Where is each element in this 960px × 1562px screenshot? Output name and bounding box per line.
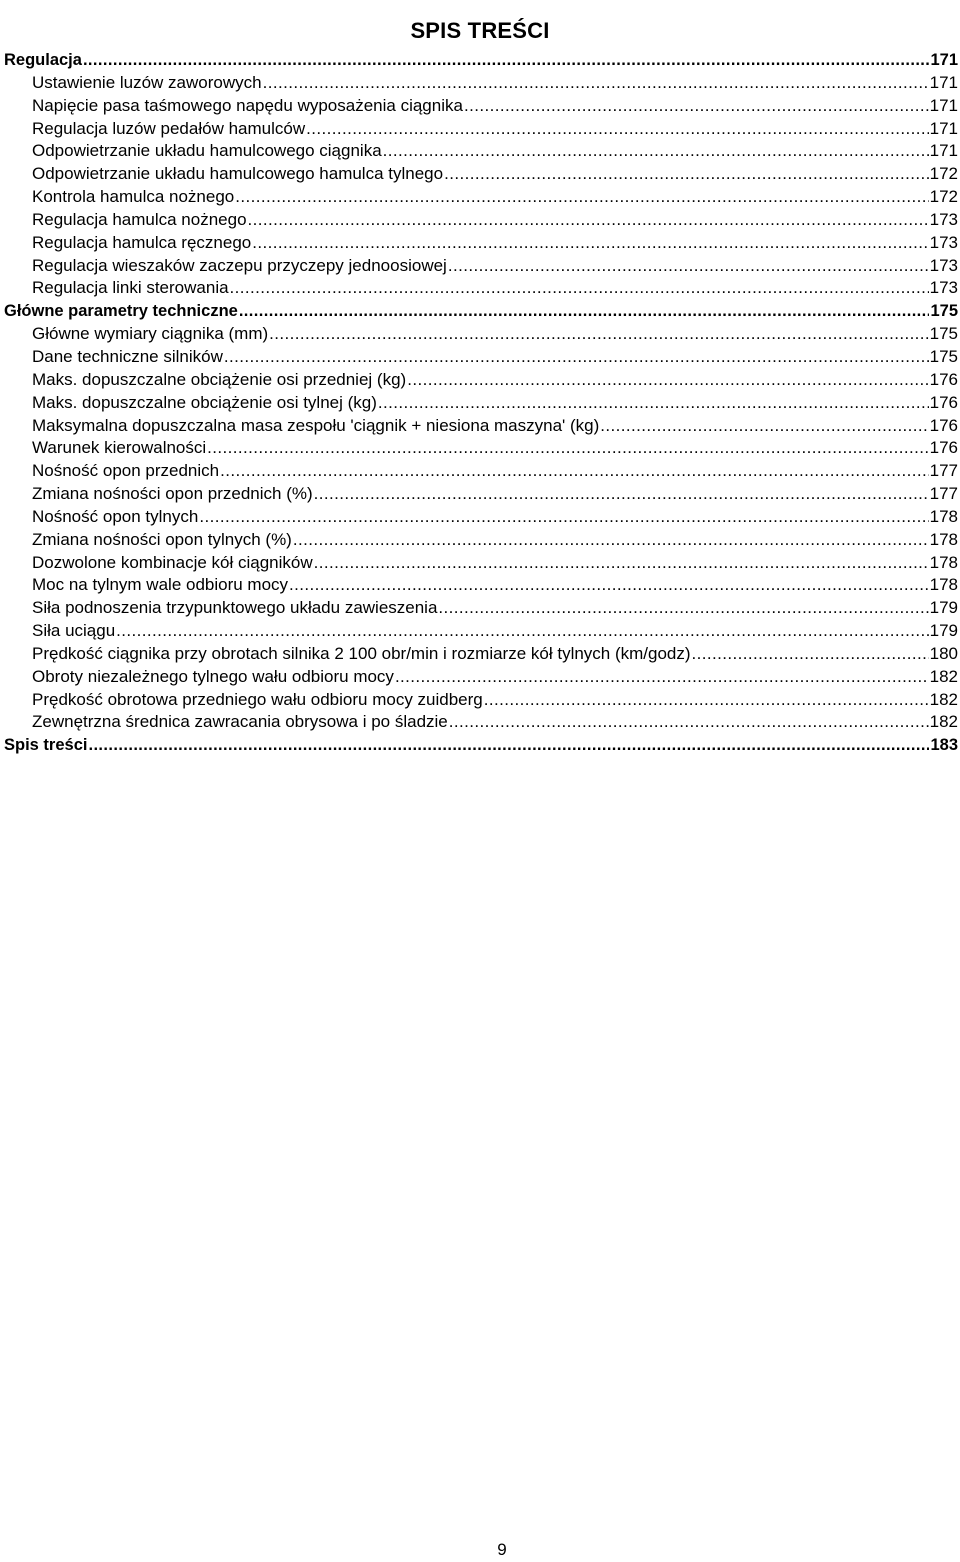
toc-subsection-entry[interactable] bbox=[4, 529, 958, 552]
toc-entry-page-number: 176 bbox=[929, 392, 958, 412]
toc-entry-page-number: 175 bbox=[930, 302, 958, 321]
toc-dot-leader bbox=[235, 186, 928, 208]
toc-entry-page-number: 173 bbox=[929, 278, 958, 298]
toc-subsection-entry[interactable] bbox=[4, 95, 958, 118]
toc-entry-page-number: 182 bbox=[929, 712, 958, 732]
toc-subsection-entry[interactable] bbox=[4, 72, 958, 95]
toc-subsection-entry[interactable] bbox=[4, 415, 958, 438]
toc-dot-leader bbox=[252, 232, 928, 254]
toc-entry-title: Dozwolone kombinacje kół ciągników bbox=[32, 552, 313, 572]
toc-subsection-entry[interactable] bbox=[4, 346, 958, 369]
toc-entry-title: Prędkość obrotowa przedniego wału odbioru mocy zuidberg bbox=[32, 689, 483, 709]
toc-dot-leader bbox=[248, 209, 929, 231]
toc-dot-leader bbox=[438, 597, 928, 619]
toc-entry-page-number: 171 bbox=[929, 141, 958, 161]
toc-subsection-entry[interactable] bbox=[4, 460, 958, 483]
toc-dot-leader bbox=[239, 300, 930, 322]
toc-entry-title: Odpowietrzanie układu hamulcowego hamulca tylnego bbox=[32, 164, 444, 184]
toc-entry-page-number: 171 bbox=[929, 95, 958, 115]
toc-dot-leader bbox=[230, 277, 929, 299]
toc-entry-page-number: 182 bbox=[929, 666, 958, 686]
toc-entry-title: Regulacja bbox=[4, 51, 82, 69]
toc-subsection-entry[interactable] bbox=[4, 209, 958, 232]
toc-section-entry[interactable] bbox=[4, 49, 958, 72]
toc-dot-leader bbox=[314, 483, 929, 505]
toc-subsection-entry[interactable] bbox=[4, 597, 958, 620]
toc-entry-title: Obroty niezależnego tylnego wału odbioru mocy bbox=[32, 666, 394, 686]
toc-entry-page-number: 178 bbox=[929, 506, 958, 526]
page-title: SPIS TREŚCI bbox=[410, 17, 550, 43]
table-of-contents bbox=[4, 49, 958, 757]
toc-entry-page-number: 178 bbox=[929, 529, 958, 549]
toc-dot-leader bbox=[289, 574, 929, 596]
toc-entry-page-number: 177 bbox=[929, 484, 958, 504]
toc-dot-leader bbox=[83, 49, 930, 71]
toc-entry-page-number: 172 bbox=[929, 164, 958, 184]
toc-dot-leader bbox=[395, 666, 929, 688]
toc-entry-title: Siła podnoszenia trzypunktowego układu zawieszenia bbox=[32, 598, 438, 618]
toc-entry-page-number: 179 bbox=[929, 621, 958, 641]
toc-section-entry[interactable] bbox=[4, 300, 958, 323]
toc-dot-leader bbox=[207, 437, 928, 459]
toc-entry-title: Maks. dopuszczalne obciążenie osi przedniej (kg) bbox=[32, 369, 407, 389]
toc-entry-title: Maksymalna dopuszczalna masa zespołu 'ciągnik + niesiona maszyna' (kg) bbox=[32, 415, 600, 435]
toc-dot-leader bbox=[220, 460, 929, 482]
toc-entry-page-number: 175 bbox=[929, 346, 958, 366]
toc-entry-page-number: 176 bbox=[929, 415, 958, 435]
toc-entry-page-number: 178 bbox=[929, 575, 958, 595]
toc-entry-title: Moc na tylnym wale odbioru mocy bbox=[32, 575, 289, 595]
toc-subsection-entry[interactable] bbox=[4, 118, 958, 141]
toc-subsection-entry[interactable] bbox=[4, 552, 958, 575]
toc-entry-title: Regulacja hamulca ręcznego bbox=[32, 232, 252, 252]
toc-dot-leader bbox=[306, 118, 929, 140]
toc-subsection-entry[interactable] bbox=[4, 163, 958, 186]
toc-entry-title: Zmiana nośności opon przednich (%) bbox=[32, 484, 313, 504]
toc-dot-leader bbox=[383, 140, 929, 162]
toc-subsection-entry[interactable] bbox=[4, 483, 958, 506]
toc-dot-leader bbox=[449, 711, 929, 733]
toc-entry-title: Główne parametry techniczne bbox=[4, 302, 238, 321]
toc-dot-leader bbox=[269, 323, 928, 345]
toc-entry-page-number: 180 bbox=[929, 643, 958, 663]
toc-dot-leader bbox=[199, 506, 928, 528]
toc-dot-leader bbox=[692, 643, 929, 665]
toc-entry-page-number: 175 bbox=[929, 324, 958, 344]
toc-subsection-entry[interactable] bbox=[4, 255, 958, 278]
toc-entry-page-number: 179 bbox=[929, 598, 958, 618]
toc-subsection-entry[interactable] bbox=[4, 437, 958, 460]
toc-entry-title: Regulacja luzów pedałów hamulców bbox=[32, 118, 306, 138]
toc-entry-title: Maks. dopuszczalne obciążenie osi tylnej (kg) bbox=[32, 392, 377, 412]
toc-subsection-entry[interactable] bbox=[4, 369, 958, 392]
toc-dot-leader bbox=[464, 95, 929, 117]
toc-dot-leader bbox=[293, 529, 929, 551]
toc-dot-leader bbox=[444, 163, 929, 185]
toc-entry-page-number: 173 bbox=[929, 209, 958, 229]
toc-entry-page-number: 173 bbox=[929, 255, 958, 275]
toc-subsection-entry[interactable] bbox=[4, 186, 958, 209]
page-number: 9 bbox=[497, 1540, 507, 1559]
toc-entry-title: Ustawienie luzów zaworowych bbox=[32, 72, 262, 92]
toc-entry-title: Prędkość ciągnika przy obrotach silnika 2 100 obr/min i rozmiarze kół tylnych (km/godz) bbox=[32, 643, 691, 663]
toc-subsection-entry[interactable] bbox=[4, 620, 958, 643]
toc-entry-title: Spis treści bbox=[4, 736, 88, 755]
toc-subsection-entry[interactable] bbox=[4, 323, 958, 346]
toc-entry-title: Kontrola hamulca nożnego bbox=[32, 187, 235, 207]
toc-entry-title: Napięcie pasa taśmowego napędu wyposażenia ciągnika bbox=[32, 95, 463, 115]
toc-subsection-entry[interactable] bbox=[4, 392, 958, 415]
toc-subsection-entry[interactable] bbox=[4, 506, 958, 529]
toc-subsection-entry[interactable] bbox=[4, 574, 958, 597]
toc-subsection-entry[interactable] bbox=[4, 277, 958, 300]
toc-section-entry[interactable] bbox=[4, 734, 958, 757]
toc-dot-leader bbox=[263, 72, 929, 94]
toc-entry-page-number: 171 bbox=[929, 72, 958, 92]
toc-dot-leader bbox=[448, 255, 929, 277]
toc-subsection-entry[interactable] bbox=[4, 689, 958, 712]
toc-entry-title: Odpowietrzanie układu hamulcowego ciągnika bbox=[32, 141, 382, 161]
toc-dot-leader bbox=[378, 392, 929, 414]
toc-entry-title: Regulacja wieszaków zaczepu przyczepy jednoosiowej bbox=[32, 255, 447, 275]
toc-entry-title: Zmiana nośności opon tylnych (%) bbox=[32, 529, 292, 549]
toc-dot-leader bbox=[314, 552, 929, 574]
toc-dot-leader bbox=[600, 415, 928, 437]
toc-dot-leader bbox=[88, 734, 929, 756]
toc-entry-page-number: 173 bbox=[929, 232, 958, 252]
toc-subsection-entry[interactable] bbox=[4, 643, 958, 666]
toc-dot-leader bbox=[224, 346, 929, 368]
toc-entry-page-number: 176 bbox=[929, 369, 958, 389]
toc-entry-page-number: 177 bbox=[929, 461, 958, 481]
toc-entry-title: Siła uciągu bbox=[32, 621, 116, 641]
toc-entry-page-number: 172 bbox=[929, 187, 958, 207]
toc-entry-title: Nośność opon tylnych bbox=[32, 506, 199, 526]
toc-subsection-entry[interactable] bbox=[4, 666, 958, 689]
toc-entry-title: Nośność opon przednich bbox=[32, 461, 220, 481]
toc-entry-title: Główne wymiary ciągnika (mm) bbox=[32, 324, 269, 344]
toc-dot-leader bbox=[407, 369, 928, 391]
toc-entry-page-number: 171 bbox=[929, 118, 958, 138]
toc-entry-page-number: 183 bbox=[930, 736, 958, 755]
toc-subsection-entry[interactable] bbox=[4, 140, 958, 163]
toc-entry-title: Warunek kierowalności bbox=[32, 438, 207, 458]
toc-dot-leader bbox=[484, 689, 929, 711]
toc-entry-page-number: 178 bbox=[929, 552, 958, 572]
toc-dot-leader bbox=[116, 620, 928, 642]
toc-entry-page-number: 171 bbox=[930, 51, 958, 69]
toc-entry-title: Regulacja hamulca nożnego bbox=[32, 209, 247, 229]
toc-entry-title: Dane techniczne silników bbox=[32, 346, 223, 366]
toc-entry-page-number: 182 bbox=[929, 689, 958, 709]
toc-entry-title: Zewnętrzna średnica zawracania obrysowa i po śladzie bbox=[32, 712, 448, 732]
toc-subsection-entry[interactable] bbox=[4, 711, 958, 734]
toc-entry-page-number: 176 bbox=[929, 438, 958, 458]
toc-subsection-entry[interactable] bbox=[4, 232, 958, 255]
toc-entry-title: Regulacja linki sterowania bbox=[32, 278, 229, 298]
